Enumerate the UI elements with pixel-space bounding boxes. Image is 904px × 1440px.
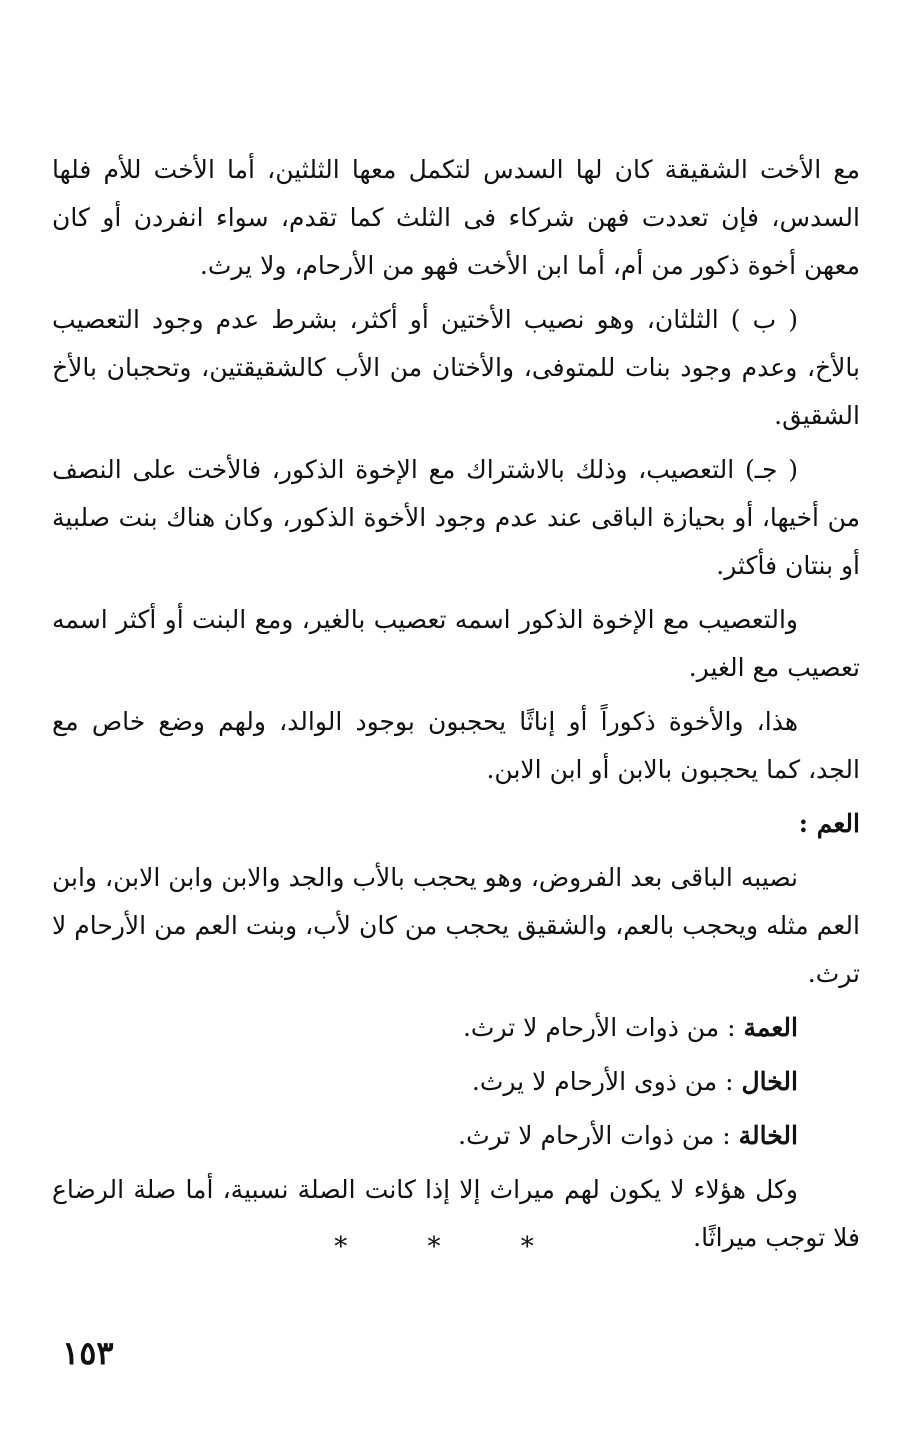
section-separator: * * * bbox=[334, 1232, 570, 1262]
definition-term: العمة bbox=[743, 1013, 798, 1042]
paragraph-sister-continued: مع الأخت الشقيقة كان لها السدس لتكمل معها الثلثين، أما الأخت للأم فلها السدس، فإن تعددت فهن شركاء فى الثلث كما تقدم، سواء انفردن أو كان معهن أخوة ذكور من أم، أما ابن الأخت فهو من الأرحام، ولا يرث. bbox=[52, 155, 860, 280]
definition-maternal-uncle bbox=[52, 1058, 860, 1106]
heading-uncle: العم : bbox=[798, 809, 860, 838]
definition-text: : من ذوات الأرحام لا ترث. bbox=[462, 1013, 744, 1042]
definition-text: : من ذوات الأرحام لا ترث. bbox=[458, 1121, 739, 1150]
paragraph-siblings-excluded: هذا، والأخوة ذكوراً أو إناثًا يحجبون بوجود الوالد، ولهم وضع خاص مع الجد، كما يحجبون بالابن أو ابن الابن. bbox=[52, 707, 860, 784]
paragraph-agnation-types: والتعصيب مع الإخوة الذكور اسمه تعصيب بالغير، ومع البنت أو أكثر اسمه تعصيب مع الغير. bbox=[52, 605, 860, 682]
paragraph-kinship-note: وكل هؤلاء لا يكون لهم ميراث إلا إذا كانت الصلة نسبية، أما صلة الرضاع فلا توجب ميراثًا. bbox=[52, 1175, 860, 1252]
paragraph-two-thirds: ( ب ) الثلثان، وهو نصيب الأختين أو أكثر، بشرط عدم وجود التعصيب بالأخ، وعدم وجود بنات للمتوفى، والأختان من الأب كالشقيقتين، وتحجبان بالأخ الشقيق. bbox=[52, 305, 860, 430]
paragraph-agnation: ( جـ) التعصيب، وذلك بالاشتراك مع الإخوة الذكور، فالأخت على النصف من أخيها، أو بحيازة الباقى عند عدم وجود الأخوة الذكور، وكان هناك بنت صلبية أو بنتان فأكثر. bbox=[52, 455, 860, 580]
main-text bbox=[52, 146, 860, 1262]
definition-maternal-aunt bbox=[52, 1112, 860, 1160]
definition-text: : من ذوى الأرحام لا يرث. bbox=[471, 1067, 742, 1096]
definition-term: الخالة bbox=[738, 1121, 798, 1150]
page-number: ١٥٣ bbox=[62, 1334, 114, 1372]
definition-term: الخال bbox=[741, 1067, 798, 1096]
definition-paternal-aunt bbox=[52, 1004, 860, 1052]
paragraph-uncle-share: نصيبه الباقى بعد الفروض، وهو يحجب بالأب والجد والابن وابن الابن، وابن العم مثله ويحجب بالعم، والشقيق يحجب من كان لأب، وبنت العم من الأرحام لا ترث. bbox=[52, 863, 860, 988]
